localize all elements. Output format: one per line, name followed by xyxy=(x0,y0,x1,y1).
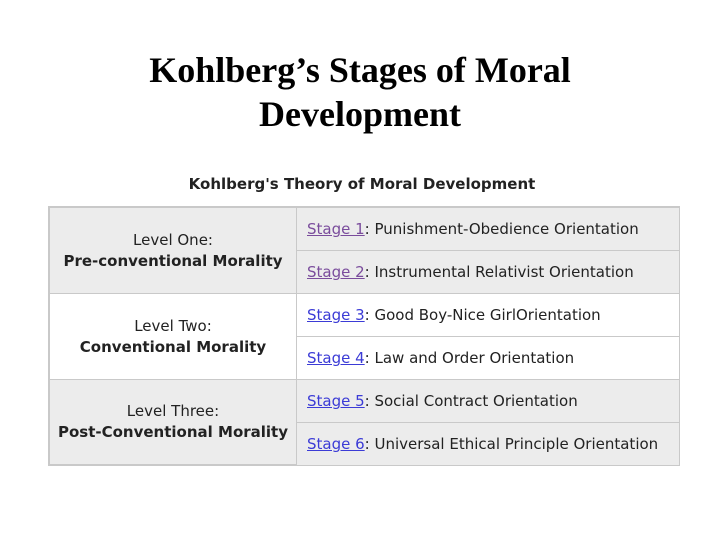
stage-separator: : xyxy=(364,306,375,324)
stage-3-cell xyxy=(297,294,679,337)
level-label: Level One: xyxy=(133,230,213,249)
stages-table xyxy=(48,206,680,466)
level-name: Conventional Morality xyxy=(79,337,267,356)
level-label: Level Two: xyxy=(134,316,212,335)
stage-separator: : xyxy=(364,392,375,410)
stage-separator: : xyxy=(364,435,375,453)
slide-title-line-1: Kohlberg’s Stages of Moral xyxy=(149,50,571,90)
stage-4-cell xyxy=(297,337,679,380)
stage-6-link[interactable]: Stage 6 xyxy=(307,435,365,453)
slide-title xyxy=(0,48,720,136)
table-caption: Kohlberg's Theory of Moral Development xyxy=(188,175,536,193)
stage-6-cell xyxy=(297,423,679,465)
stage-5-cell xyxy=(297,380,679,423)
stage-2-link[interactable]: Stage 2 xyxy=(307,263,365,281)
stage-separator: : xyxy=(364,349,375,367)
table-row xyxy=(50,294,679,337)
level-name: Pre-conventional Morality xyxy=(63,251,283,270)
stage-description: Social Contract Orientation xyxy=(374,392,578,410)
stage-description: Instrumental Relativist Orientation xyxy=(374,263,634,281)
stage-separator: : xyxy=(364,263,375,281)
level-two-cell xyxy=(50,294,297,380)
stage-4-link[interactable]: Stage 4 xyxy=(307,349,365,367)
stage-2-cell xyxy=(297,251,679,294)
level-one-cell xyxy=(50,208,297,294)
level-three-cell xyxy=(50,380,297,465)
stage-separator: : xyxy=(364,220,375,238)
stage-description: Universal Ethical Principle Orientation xyxy=(374,435,659,453)
stage-description: Law and Order Orientation xyxy=(374,349,575,367)
level-label: Level Three: xyxy=(126,402,220,420)
table-row xyxy=(50,208,679,251)
stage-5-link[interactable]: Stage 5 xyxy=(307,392,365,410)
slide-title-line-2: Development xyxy=(259,94,461,134)
stage-3-link[interactable]: Stage 3 xyxy=(307,306,365,324)
stage-1-cell xyxy=(297,208,679,251)
stage-description: Good Boy-Nice GirlOrientation xyxy=(374,306,601,324)
level-name: Post-Conventional Morality xyxy=(57,423,288,441)
stage-description: Punishment-Obedience Orientation xyxy=(374,220,639,238)
table-row xyxy=(50,380,679,423)
stage-1-link[interactable]: Stage 1 xyxy=(307,220,365,238)
